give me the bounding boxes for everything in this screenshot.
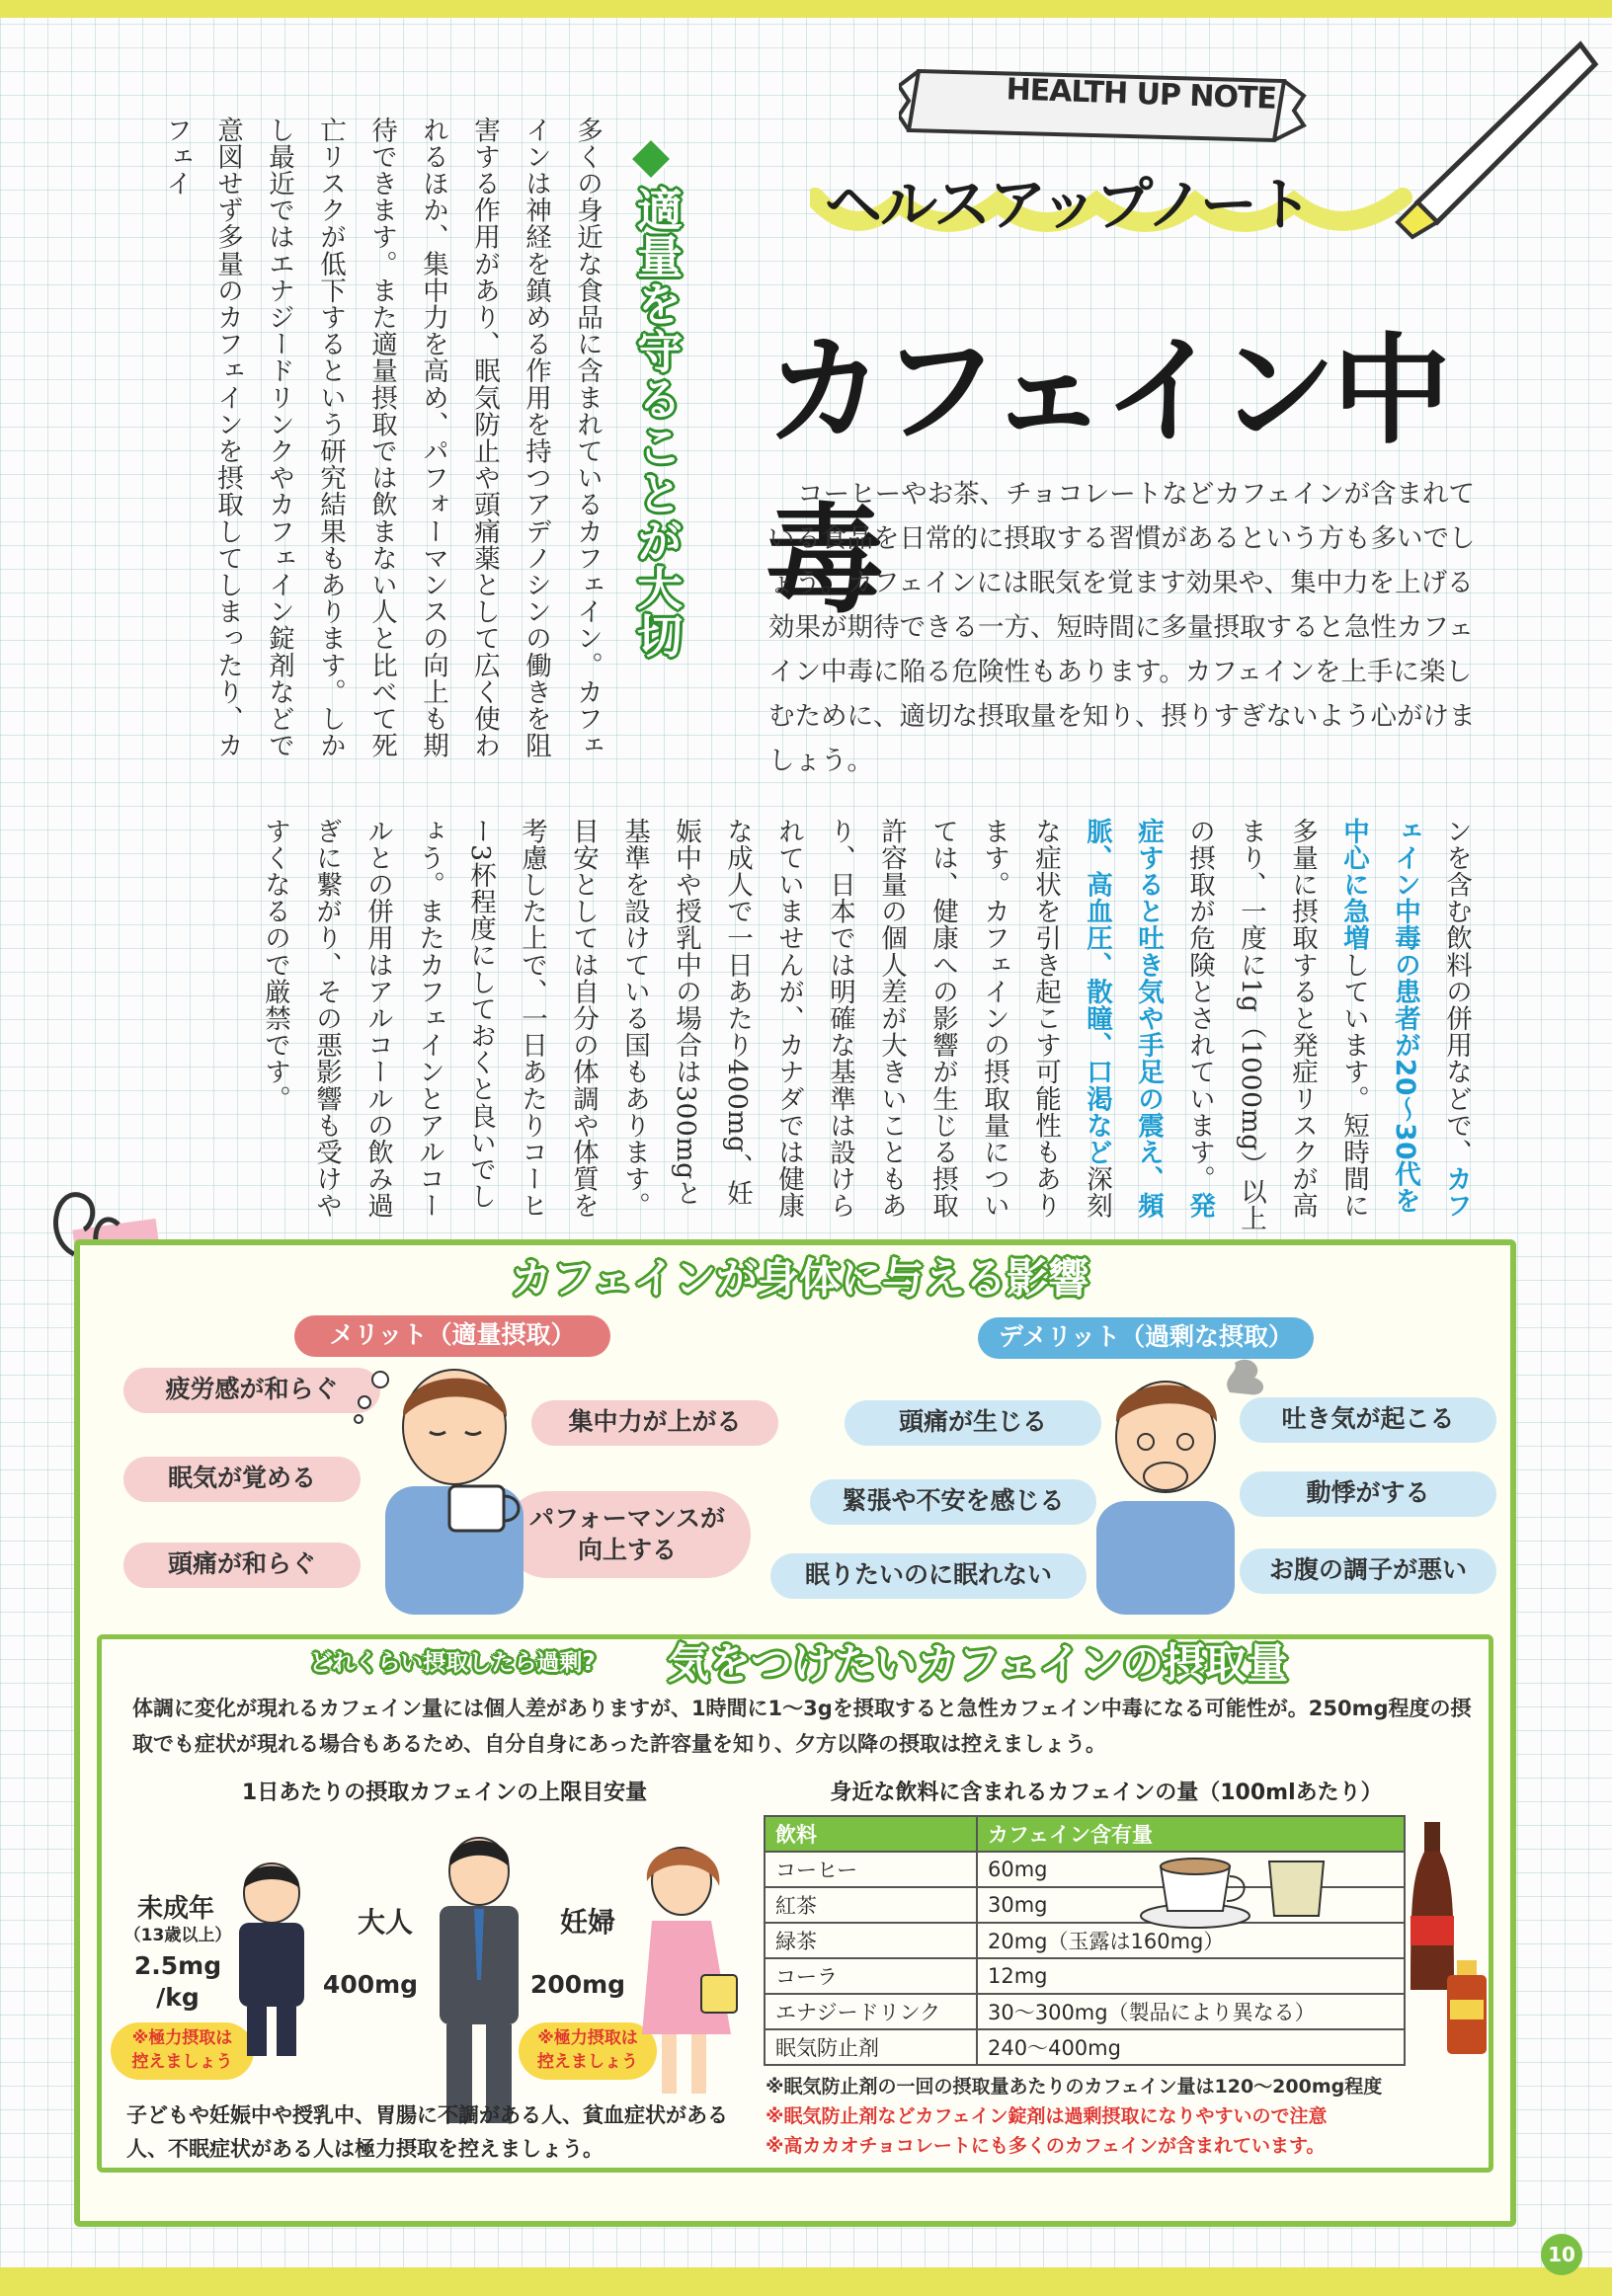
- bottom-accent-bar: [0, 2267, 1612, 2296]
- table-row: [765, 1958, 1405, 1994]
- article-upper-text: 多くの身近な食品に含まれているカフェイン。カフェインは神経を鎮める作用を持つアデノシンの働きを阻害する作用があり、眠気防止や頭痛薬として広く使われるほか、集中力を高め、パフォーマンスの向上も期待できます。また適量摂取では飲まない人と比べて死亡リスクが低下するという研究結果もあります。しかし最近ではエナジードリンクやカフェイン錠剤などで意図せず多量のカフェインを摂取してしまったり、カフェイ: [161, 117, 603, 759]
- demerit-item: 眠りたいのに眠れない: [770, 1553, 1087, 1599]
- pregnant-value: 200mg: [529, 1970, 626, 1999]
- adult-value: 400mg: [322, 1970, 419, 1999]
- smoke-cloud-icon: [1220, 1343, 1279, 1402]
- merit-person-drinking-icon: [370, 1338, 538, 1615]
- table-cell: 紅茶: [765, 1887, 977, 1923]
- merit-item: 眠気が覚める: [123, 1457, 361, 1502]
- table-header-cell: 飲料: [765, 1816, 977, 1852]
- table-cell: エナジードリンク: [765, 1994, 977, 2029]
- demerit-item: 動悸がする: [1240, 1471, 1496, 1517]
- table-header-cell: カフェイン含有量: [977, 1816, 1405, 1852]
- article-lower-text-b: しています。短時間に多量に摂取すると発症リスクが高まり、一度に1g（1000mg）以上の摂取が危険とされています。: [1184, 818, 1369, 1232]
- intro-paragraph: コーヒーやお茶、チョコレートなどカフェインが含まれている食品を日常的に摂取する習慣があるという方も多いでしょう。カフェインには眠気を覚ます効果や、集中力を上げる効果が期待できる一方、短時間に多量摂取すると急性カフェイン中毒に陥る危険性もあります。カフェインを上手に楽しむために、適切な摂取量を知り、摂りすぎないよう心がけましょう。: [768, 479, 1476, 776]
- table-cell: 30mg: [977, 1887, 1405, 1923]
- demerit-label: デメリット（過剰な摂取）: [978, 1317, 1314, 1359]
- page-number: 10: [1541, 2234, 1582, 2275]
- top-accent-bar: [0, 0, 1612, 18]
- table-cell: 240〜400mg: [977, 2029, 1405, 2065]
- pregnant-label: 妊婦: [559, 1906, 615, 1939]
- minor-label: 未成年: [136, 1894, 214, 1924]
- intake-title-prefix: どれくらい摂取したら過剰?: [309, 1650, 596, 1676]
- table-cell: 12mg: [977, 1958, 1405, 1994]
- table-cell: 20mg（玉露は160mg）: [977, 1923, 1405, 1958]
- minor-sub-label: （13歳以上）: [123, 1926, 232, 1945]
- limit-heading: 1日あたりの摂取カフェインの上限目安量: [241, 1781, 648, 1805]
- table-cell: コーラ: [765, 1958, 977, 1994]
- effects-title: カフェインが身体に与える影響: [511, 1254, 1089, 1303]
- health-up-note-label: HEALTH UP NOTE: [1006, 72, 1277, 117]
- note-line: ※眠気防止剤の一回の摂取量あたりのカフェイン量は120〜200mg程度: [766, 2076, 1383, 2098]
- limit-footer: 子どもや妊娠中や授乳中、胃腸に不調がある人、貧血症状がある人、不眠症状がある人は極力摂取を控えましょう。: [126, 2103, 728, 2161]
- minor-value: 2.5mg /kg: [133, 1951, 222, 2012]
- merit-item: パフォーマンスが 向上する: [504, 1491, 751, 1578]
- adult-businessman-icon: [425, 1832, 533, 2128]
- table-cell: 緑茶: [765, 1923, 977, 1958]
- main-title: カフェイン中毒: [766, 323, 1447, 630]
- merit-item: 頭痛が和らぐ: [123, 1543, 361, 1588]
- adult-label: 大人: [357, 1906, 413, 1939]
- intake-title: 気をつけたいカフェインの摂取量: [668, 1639, 1288, 1688]
- intake-description: 体調に変化が現れるカフェイン量には個人差がありますが、1時間に1〜3gを摂取すると急性カフェイン中毒になる可能性が。250mg程度の摂取でも症状が現れる場合もあるため、自分自身にあった許容量を知り、夕方以降の摂取は控えましょう。: [132, 1697, 1472, 1756]
- demerit-item: お腹の調子が悪い: [1240, 1548, 1496, 1594]
- note-line: ※高カカオチョコレートにも多くのカフェインが含まれています。: [766, 2135, 1326, 2157]
- minor-note: ※極力摂取は 控えましょう: [111, 2022, 254, 2080]
- thought-bubble-icon: [351, 1368, 390, 1427]
- table-row: [765, 1994, 1405, 2029]
- article-lower-column: [138, 818, 1482, 1232]
- table-row: [765, 2029, 1405, 2065]
- section-subhead: 適量を守ることが大切: [630, 186, 684, 660]
- pregnant-woman-icon: [632, 1837, 741, 2098]
- coffee-tea-cups-icon: [1136, 1832, 1343, 1931]
- katakana-title: ヘルスアップノート: [825, 171, 1311, 238]
- table-cell: 60mg: [977, 1852, 1405, 1887]
- table-cell: 眠気防止剤: [765, 2029, 977, 2065]
- table-cell: 30〜300mg（製品により異なる）: [977, 1994, 1405, 2029]
- article-lower-text-c: 深刻な症状を引き起こす可能性もあります。カフェインの摂取量については、健康への影響が生じる摂取許容量の個人差が大きいこともあり、日本では明確な基準は設けられていませんが、カナダでは健康な成人で一日あたり400mg、妊娠中や授乳中の場合は300mgと基準を設けている国もあります。目安としては自分の体調や体質を考慮した上で、一日あたりコーヒー3杯程度にしておくと良いでしょう。またカフェインとアルコールとの併用はアルコールの飲み過ぎに繋がり、その悪影響も受けやすくなるので厳禁です。: [260, 818, 1112, 1220]
- article-highlight-1: カフェイン中毒の患者が20〜30代を中心に急増: [1338, 818, 1472, 1220]
- demerit-item: 緊張や不安を感じる: [810, 1479, 1096, 1525]
- article-highlight-2: 発症すると吐き気や手足の震え、頻脈、高血圧、散瞳、口渇など: [1082, 818, 1215, 1220]
- note-line: ※眠気防止剤などカフェイン錠剤は過剰摂取になりやすいので注意: [766, 2105, 1328, 2127]
- merit-item: 集中力が上がる: [531, 1400, 778, 1446]
- table-heading: 身近な飲料に含まれるカフェインの量（100mlあたり）: [830, 1781, 1383, 1805]
- article-lower-text-a: ンを含む飲料の併用などで、: [1441, 818, 1472, 1166]
- green-diamond-icon: [628, 136, 674, 182]
- merit-label: メリット（適量摂取）: [294, 1315, 610, 1357]
- article-upper-column: [138, 117, 612, 768]
- demerit-item: 頭痛が生じる: [845, 1400, 1101, 1446]
- energy-drink-bottle-icon: [1442, 1960, 1491, 2054]
- table-cell: コーヒー: [765, 1852, 977, 1887]
- minor-student-icon: [227, 1859, 316, 2061]
- merit-item: 疲労感が和らぐ: [123, 1368, 380, 1413]
- demerit-item: 吐き気が起こる: [1240, 1397, 1496, 1443]
- pregnant-note: ※極力摂取は 控えましょう: [519, 2022, 657, 2080]
